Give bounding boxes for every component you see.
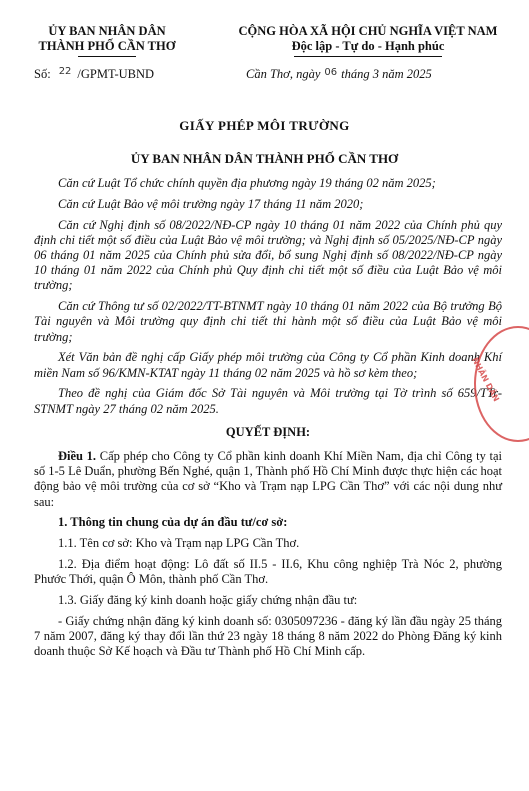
preamble-item: Căn cứ Thông tư số 02/2022/TT-BTNMT ngày 10 tháng 01 năm 2022 của Bộ trưởng Bộ Tài nguyên và Môi trường quy định chi tiết thi hành một số điều của Luật Bảo vệ môi trường; [34, 299, 502, 344]
article-1-label: Điều 1. [58, 449, 97, 464]
agency-underline [78, 56, 136, 57]
agency-name-line1: ỦY BAN NHÂN DÂN [48, 24, 166, 38]
section-item: 1.3. Giấy đăng ký kinh doanh hoặc giấy chứng nhận đầu tư: [58, 593, 358, 608]
preamble-item: Căn cứ Nghị định số 08/2022/NĐ-CP ngày 10 tháng 01 năm 2022 của Chính phủ quy định chi tiết một số điều của Luật Bảo vệ môi trường; và Nghị định số 05/2025/NĐ-CP ngày 06 tháng 01 năm 2025 của Chính phủ sửa đổi, bổ sung Nghị định số 08/2022/NĐ-CP ngày 10 tháng 01 năm 2022 của Chính phủ Quy định chi tiết một số điều của Luật Bảo vệ môi trường; [34, 217, 502, 293]
handwritten-day: 06 [324, 67, 338, 78]
section-1-heading: 1. Thông tin chung của dự án đầu tư/cơ sở: [58, 515, 288, 530]
nation-name: CỘNG HÒA XÃ HỘI CHỦ NGHĨA VIỆT NAM [238, 24, 498, 38]
seal-stamp-text: NHÂN DÂN [470, 356, 501, 404]
number-label: Số: [34, 67, 51, 81]
national-header-block [222, 24, 514, 57]
issuing-agency-block [22, 24, 192, 57]
motto-underline [294, 56, 442, 57]
preamble-item: Xét Văn bản đề nghị cấp Giấy phép môi trường của Công ty Cổ phần Kinh doanh Khí miền Nam số 96/KMN-KTAT ngày 11 tháng 02 năm 2025 và hồ sơ kèm theo; [34, 350, 502, 380]
document-number [34, 67, 154, 82]
document-body [34, 176, 502, 665]
national-motto: Độc lập - Tự do - Hạnh phúc [291, 39, 445, 53]
document-title: GIẤY PHÉP MÔI TRƯỜNG [179, 118, 350, 133]
issuer-name: ỦY BAN NHÂN DÂN THÀNH PHỐ CẦN THƠ [130, 151, 399, 166]
preamble-item: Theo đề nghị của Giám đốc Sở Tài nguyên và Môi trường tại Tờ trình số 659/TTr-STNMT ngày 27 tháng 02 năm 2025. [34, 386, 502, 416]
preamble-item: Căn cứ Luật Bảo vệ môi trường ngày 17 tháng 11 năm 2020; [58, 196, 364, 211]
number-code: /GPMT-UBND [77, 67, 155, 81]
section-item: 1.2. Địa điểm hoạt động: Lô đất số II.5 - II.6, Khu công nghiệp Trà Nóc 2, phường Phước Thới, quận Ô Môn, thành phố Cần Thơ. [34, 557, 502, 587]
article-1 [34, 449, 502, 510]
agency-name-line2: THÀNH PHỐ CẦN THƠ [38, 39, 176, 53]
date-prefix: Cần Thơ, ngày [246, 67, 321, 81]
document-date [246, 67, 432, 82]
section-item: 1.1. Tên cơ sở: Kho và Trạm nạp LPG Cần Thơ. [58, 536, 300, 551]
handwritten-number: 22 [58, 66, 72, 77]
section-item: - Giấy chứng nhận đăng ký kinh doanh số: 0305097236 - đăng ký lần đầu ngày 25 tháng 7 năm 2007, đăng ký thay đổi lần thứ 23 ngày 18 tháng 8 năm 2022 do Phòng Đăng ký kinh doanh thuộc Sở Kế hoạch và Đầu tư Thành phố Hồ Chí Minh cấp. [34, 613, 502, 659]
decision-heading: QUYẾT ĐỊNH: [225, 424, 311, 439]
article-1-text: Cấp phép cho Công ty Cổ phần kinh doanh Khí Miền Nam, địa chỉ Công ty tại số 1-5 Lê Duẩn, phường Bến Nghé, quận 1, Thành phố Hồ Chí Minh được thực hiện các hoạt động bảo vệ môi trường của cơ sở “Kho và Trạm nạp LPG Cần Thơ” với các nội dung như sau: [34, 449, 502, 509]
date-suffix: tháng 3 năm 2025 [341, 67, 432, 81]
preamble-item: Căn cứ Luật Tổ chức chính quyền địa phương ngày 19 tháng 02 năm 2025; [58, 176, 436, 190]
